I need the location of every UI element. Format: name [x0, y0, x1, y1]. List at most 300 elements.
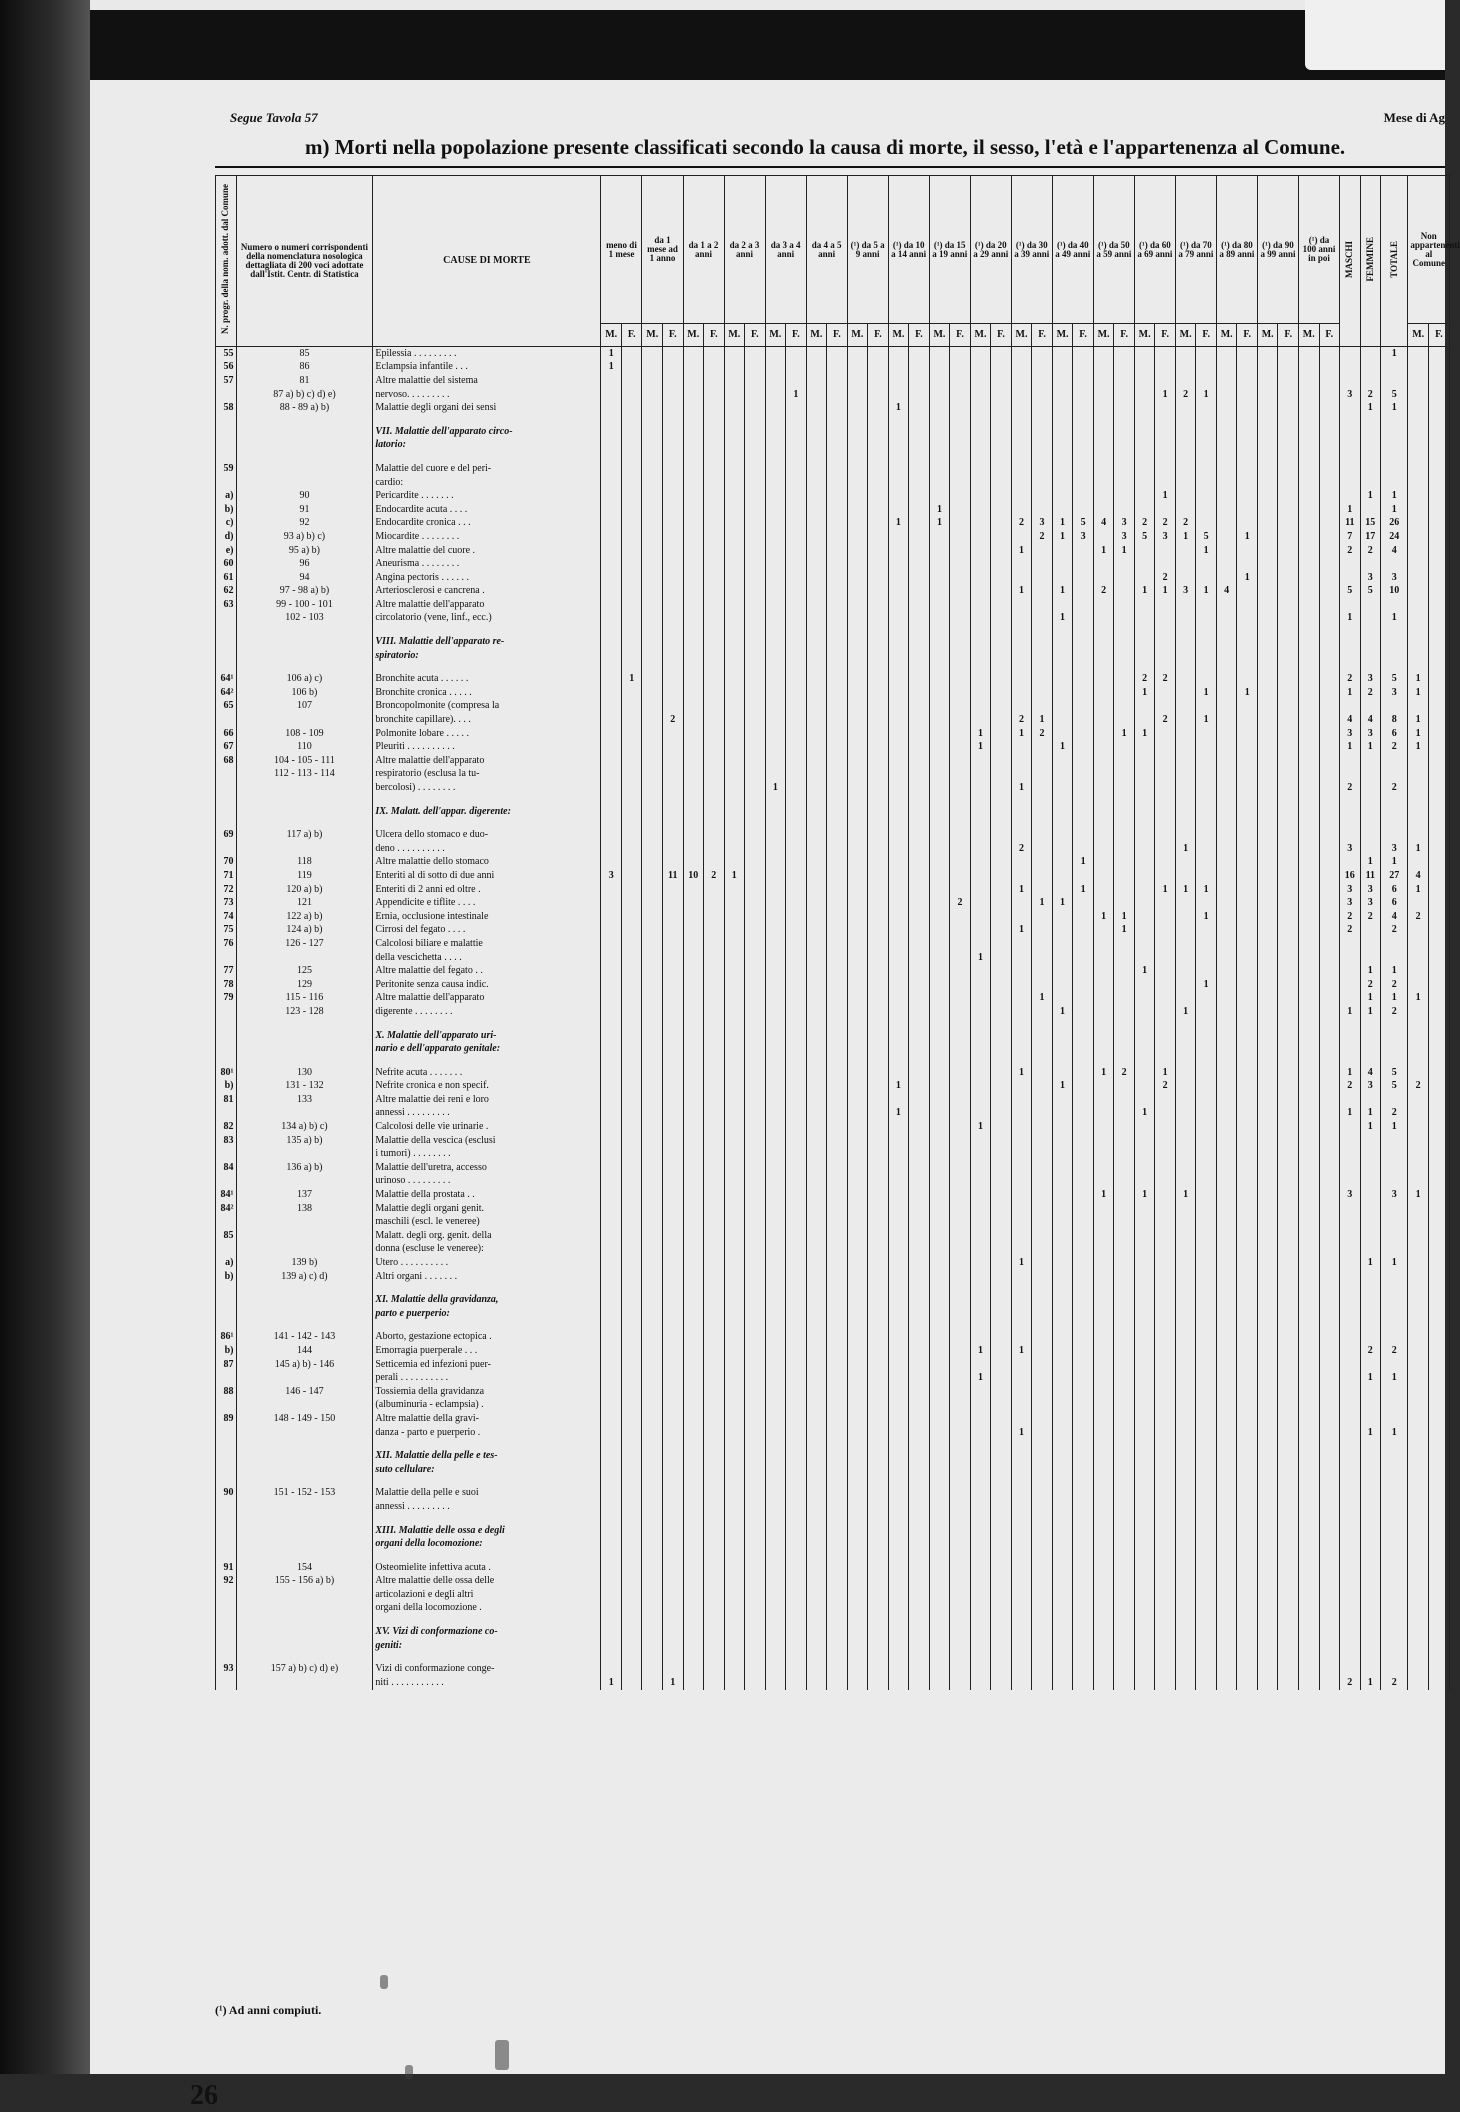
totale-cell: 1: [1381, 612, 1408, 626]
age-sex-cell: [909, 686, 930, 700]
age-sex-cell: [786, 1188, 807, 1202]
spacer-cell: [704, 1283, 725, 1293]
nomenclature-code: 138: [236, 1202, 373, 1216]
spacer-cell: [1052, 1056, 1073, 1066]
age-sex-cell: [1011, 347, 1032, 361]
age-sex-cell: [786, 1215, 807, 1229]
age-sex-cell: 5: [1196, 530, 1217, 544]
maschi-cell: [1340, 1215, 1361, 1229]
spacer-cell: [1175, 1551, 1196, 1561]
age-sex-cell: [745, 1120, 766, 1134]
age-sex-cell: [991, 571, 1012, 585]
age-sex-cell: [970, 388, 991, 402]
age-sex-cell: [909, 992, 930, 1006]
age-sex-cell: [1134, 910, 1155, 924]
age-sex-cell: [704, 544, 725, 558]
age-sex-cell: [1155, 1358, 1176, 1372]
age-sex-cell: [1237, 1639, 1258, 1653]
age-sex-cell: [1134, 1487, 1155, 1501]
age-sex-cell: [1216, 1256, 1237, 1270]
age-sex-cell: [786, 425, 807, 439]
totale-cell: 6: [1381, 727, 1408, 741]
age-sex-cell: [1052, 1561, 1073, 1575]
femmine-cell: [1360, 1147, 1381, 1161]
non-app-cell: [1428, 439, 1449, 453]
spacer-cell: [662, 1615, 683, 1625]
spacer-cell: [827, 1321, 848, 1331]
cause-of-death: Endocardite cronica . . .: [373, 517, 601, 531]
age-sex-cell: [1134, 388, 1155, 402]
age-sex-cell: [1114, 740, 1135, 754]
spacer-cell: [1052, 818, 1073, 828]
age-sex-cell: [1175, 1575, 1196, 1589]
non-app-cell: 1: [1408, 686, 1429, 700]
age-sex-cell: 1: [1073, 856, 1094, 870]
spacer-cell: [950, 1551, 971, 1561]
age-sex-cell: [1011, 1202, 1032, 1216]
age-sex-cell: [1257, 896, 1278, 910]
age-sex-cell: [621, 1202, 642, 1216]
age-sex-cell: 1: [1093, 910, 1114, 924]
section-heading-row: [216, 1625, 1450, 1639]
age-sex-cell: [1052, 910, 1073, 924]
age-sex-cell: [950, 992, 971, 1006]
age-sex-cell: [1319, 951, 1340, 965]
age-sex-cell: [765, 1500, 786, 1514]
femmine-cell: [1360, 1487, 1381, 1501]
age-sex-cell: [1011, 937, 1032, 951]
age-sex-cell: [991, 1229, 1012, 1243]
age-sex-cell: [1073, 924, 1094, 938]
age-sex-cell: [1093, 828, 1114, 842]
age-sex-cell: [1278, 1524, 1299, 1538]
age-sex-cell: [1257, 768, 1278, 782]
section-heading-row: [216, 805, 1450, 819]
totale-cell: 2: [1381, 1676, 1408, 1690]
totale-cell: 2: [1381, 1107, 1408, 1121]
age-sex-cell: [1155, 557, 1176, 571]
cause-of-death: respiratorio (esclusa la tu-: [373, 768, 601, 782]
age-sex-cell: [1155, 1676, 1176, 1690]
age-sex-cell: [1298, 1147, 1319, 1161]
age-sex-cell: [765, 1602, 786, 1616]
age-sex-cell: [909, 754, 930, 768]
age-sex-cell: [991, 635, 1012, 649]
age-sex-cell: [1011, 1080, 1032, 1094]
age-sex-cell: [662, 489, 683, 503]
nomenclature-code: 94: [236, 571, 373, 585]
age-sex-cell: [1196, 768, 1217, 782]
non-app-cell: 1: [1408, 672, 1429, 686]
spacer-cell: [642, 1514, 663, 1524]
age-sex-cell: [1073, 700, 1094, 714]
age-sex-cell: [970, 635, 991, 649]
age-sex-cell: [642, 347, 663, 361]
age-sex-cell: [724, 856, 745, 870]
age-sex-cell: [786, 672, 807, 686]
spacer-cell: [786, 452, 807, 462]
table-row: [216, 571, 1450, 585]
age-sex-cell: [1073, 842, 1094, 856]
sex-subheader-f: F.: [827, 324, 848, 347]
age-sex-cell: [1093, 1463, 1114, 1477]
spacer-cell: [847, 1019, 868, 1029]
age-sex-cell: [847, 1042, 868, 1056]
spacer-cell: [1360, 1321, 1381, 1331]
age-sex-cell: [991, 727, 1012, 741]
spacer-cell: [786, 1321, 807, 1331]
age-sex-cell: [909, 1229, 930, 1243]
age-sex-cell: [991, 951, 1012, 965]
age-sex-cell: [827, 754, 848, 768]
age-sex-cell: [642, 1256, 663, 1270]
spacer-cell: [601, 1056, 622, 1066]
age-sex-cell: [1114, 713, 1135, 727]
age-sex-cell: 1: [970, 1120, 991, 1134]
spacer-cell: [909, 795, 930, 805]
age-sex-cell: [1175, 649, 1196, 663]
spacer-cell: [1428, 1019, 1449, 1029]
age-sex-cell: [724, 1005, 745, 1019]
spacer-cell: [1381, 1615, 1408, 1625]
age-sex-cell: [621, 1120, 642, 1134]
age-sex-cell: [868, 1463, 889, 1477]
femmine-cell: 2: [1360, 388, 1381, 402]
age-sex-cell: [909, 842, 930, 856]
age-sex-cell: [1114, 1134, 1135, 1148]
age-sex-cell: [1196, 1256, 1217, 1270]
age-sex-cell: [683, 361, 704, 375]
age-sex-cell: [704, 1588, 725, 1602]
age-sex-cell: [1155, 1107, 1176, 1121]
spacer-cell: [1319, 1439, 1340, 1449]
age-sex-cell: [1257, 635, 1278, 649]
age-sex-cell: [1298, 686, 1319, 700]
spacer-cell: [1011, 795, 1032, 805]
age-sex-cell: [888, 503, 909, 517]
age-sex-cell: [827, 1147, 848, 1161]
age-sex-cell: [888, 924, 909, 938]
non-app-cell: [1408, 1625, 1429, 1639]
age-sex-cell: [1093, 964, 1114, 978]
spacer-cell: [765, 818, 786, 828]
spacer-cell: [1408, 662, 1429, 672]
age-sex-cell: [601, 1202, 622, 1216]
age-sex-cell: [1196, 924, 1217, 938]
age-sex-cell: [1237, 727, 1258, 741]
femmine-cell: [1360, 439, 1381, 453]
age-sex-cell: [1319, 1662, 1340, 1676]
age-sex-cell: [991, 1676, 1012, 1690]
age-sex-cell: [683, 1344, 704, 1358]
age-sex-cell: [1134, 1602, 1155, 1616]
non-app-cell: [1408, 1029, 1429, 1043]
spacer-cell: [1155, 1019, 1176, 1029]
age-sex-cell: [1216, 1066, 1237, 1080]
spacer-cell: [1408, 818, 1429, 828]
age-sex-cell: [601, 1500, 622, 1514]
spacer-cell: [745, 1321, 766, 1331]
age-sex-cell: [662, 649, 683, 663]
age-sex-cell: [888, 1588, 909, 1602]
age-sex-cell: [704, 1243, 725, 1257]
age-sex-cell: [1257, 1215, 1278, 1229]
age-sex-cell: [1175, 462, 1196, 476]
age-sex-cell: [827, 828, 848, 842]
age-sex-cell: [1196, 1042, 1217, 1056]
table-row: [216, 1134, 1450, 1148]
age-sex-cell: [827, 1005, 848, 1019]
age-sex-cell: 1: [1011, 781, 1032, 795]
age-sex-cell: [1155, 598, 1176, 612]
age-sex-cell: [1032, 883, 1053, 897]
age-sex-cell: [1052, 388, 1073, 402]
age-sex-cell: [991, 700, 1012, 714]
age-sex-cell: [1093, 1412, 1114, 1426]
table-row: [216, 401, 1450, 415]
age-sex-cell: [621, 1042, 642, 1056]
sex-subheader-f: F.: [786, 324, 807, 347]
non-app-cell: [1408, 1524, 1429, 1538]
age-sex-cell: [1032, 672, 1053, 686]
nomenclature-code: [236, 781, 373, 795]
age-sex-cell: [601, 1487, 622, 1501]
age-sex-cell: [1257, 1371, 1278, 1385]
age-sex-cell: [868, 1307, 889, 1321]
spacer-cell: [970, 415, 991, 425]
age-sex-cell: [1298, 635, 1319, 649]
age-sex-cell: [929, 1561, 950, 1575]
age-sex-cell: [704, 1358, 725, 1372]
spacer-cell: [621, 1551, 642, 1561]
spacer-cell: [1319, 1615, 1340, 1625]
age-sex-cell: [724, 1537, 745, 1551]
age-sex-cell: [1196, 1500, 1217, 1514]
age-sex-cell: 1: [1011, 585, 1032, 599]
age-sex-cell: [1134, 740, 1155, 754]
age-sex-cell: [1216, 489, 1237, 503]
age-sex-cell: [1319, 1161, 1340, 1175]
age-sex-cell: [683, 1256, 704, 1270]
age-sex-cell: [1052, 842, 1073, 856]
age-sex-cell: [1278, 828, 1299, 842]
age-sex-cell: [1216, 768, 1237, 782]
age-sex-cell: [1237, 1005, 1258, 1019]
age-sex-cell: [1298, 439, 1319, 453]
age-sex-cell: [724, 1449, 745, 1463]
age-sex-cell: [745, 1399, 766, 1413]
spacer-cell: [1196, 795, 1217, 805]
age-sex-cell: [909, 1385, 930, 1399]
age-sex-cell: [909, 1344, 930, 1358]
nomenclature-code: 135 a) b): [236, 1134, 373, 1148]
spacer-cell: [683, 818, 704, 828]
age-sex-cell: [704, 700, 725, 714]
non-app-cell: [1408, 585, 1429, 599]
spacer-cell: [1216, 1439, 1237, 1449]
spacer-cell: [806, 625, 827, 635]
age-sex-cell: [662, 992, 683, 1006]
age-sex-cell: [929, 1093, 950, 1107]
age-sex-cell: [765, 713, 786, 727]
totale-cell: [1381, 1662, 1408, 1676]
age-sex-cell: [1298, 598, 1319, 612]
nomenclature-code: 90: [236, 489, 373, 503]
age-sex-cell: [1175, 1243, 1196, 1257]
spacer-cell: [888, 1283, 909, 1293]
age-sex-cell: [1319, 476, 1340, 490]
spacer-cell: [909, 1019, 930, 1029]
age-sex-cell: [827, 635, 848, 649]
header-age: (¹) da 60 a 69 anni: [1134, 176, 1175, 324]
age-sex-cell: [1257, 571, 1278, 585]
age-sex-cell: [1032, 805, 1053, 819]
age-sex-cell: [991, 374, 1012, 388]
age-sex-cell: [662, 1662, 683, 1676]
age-sex-cell: [1032, 1331, 1053, 1345]
age-sex-cell: [745, 1134, 766, 1148]
cause-of-death: Altre malattie dello stomaco: [373, 856, 601, 870]
age-sex-cell: [950, 530, 971, 544]
spacer-cell: [1134, 1283, 1155, 1293]
age-sex-cell: [765, 1331, 786, 1345]
age-sex-cell: [1216, 883, 1237, 897]
age-sex-cell: [1216, 978, 1237, 992]
table-row: [216, 1188, 1450, 1202]
non-app-cell: [1428, 1331, 1449, 1345]
age-sex-cell: [909, 1134, 930, 1148]
sex-subheader-m: M.: [1216, 324, 1237, 347]
age-sex-cell: [868, 672, 889, 686]
age-sex-cell: 2: [1155, 672, 1176, 686]
totale-cell: [1381, 1602, 1408, 1616]
age-sex-cell: [745, 1524, 766, 1538]
spacer-cell: [1073, 1477, 1094, 1487]
spacer-cell: [621, 1321, 642, 1331]
spacer-cell: [950, 795, 971, 805]
spacer-cell: [373, 795, 601, 805]
age-sex-cell: [991, 1449, 1012, 1463]
totale-cell: 2: [1381, 924, 1408, 938]
age-sex-cell: [642, 361, 663, 375]
age-sex-cell: [1196, 1561, 1217, 1575]
age-sex-cell: [868, 1662, 889, 1676]
spacer-cell: [236, 1514, 373, 1524]
age-sex-cell: [621, 489, 642, 503]
age-sex-cell: [1237, 896, 1258, 910]
section-heading-row: [216, 649, 1450, 663]
age-sex-cell: [950, 489, 971, 503]
age-sex-cell: [765, 1426, 786, 1440]
age-sex-cell: [1257, 883, 1278, 897]
age-sex-cell: [847, 1487, 868, 1501]
age-sex-cell: [868, 635, 889, 649]
age-sex-cell: [1114, 1331, 1135, 1345]
table-row: [216, 842, 1450, 856]
totale-cell: 2: [1381, 1344, 1408, 1358]
age-sex-cell: [1278, 686, 1299, 700]
age-sex-cell: [1175, 1066, 1196, 1080]
row-number: 65: [216, 700, 237, 714]
age-sex-cell: [827, 1575, 848, 1589]
age-sex-cell: [868, 1385, 889, 1399]
totale-cell: 6: [1381, 883, 1408, 897]
section-heading-row: [216, 1042, 1450, 1056]
spacer-cell: [236, 1652, 373, 1662]
cause-of-death: Malattie degli organi genit.: [373, 1202, 601, 1216]
spacer-cell: [1032, 1283, 1053, 1293]
age-sex-cell: [662, 781, 683, 795]
age-sex-cell: [929, 937, 950, 951]
age-sex-cell: 1: [888, 1080, 909, 1094]
age-sex-cell: [827, 503, 848, 517]
femmine-cell: 5: [1360, 585, 1381, 599]
age-sex-cell: [621, 1487, 642, 1501]
age-sex-cell: [642, 1524, 663, 1538]
age-sex-cell: [683, 1371, 704, 1385]
age-sex-cell: [950, 1120, 971, 1134]
age-sex-cell: [1216, 1625, 1237, 1639]
age-sex-cell: [683, 462, 704, 476]
age-sex-cell: [888, 1537, 909, 1551]
age-sex-cell: [847, 856, 868, 870]
age-sex-cell: [1093, 1385, 1114, 1399]
spacer-cell: [765, 1056, 786, 1066]
spacer-cell: [642, 1283, 663, 1293]
spacer-cell: [1257, 1439, 1278, 1449]
spacer-cell: [786, 1283, 807, 1293]
age-sex-cell: [745, 530, 766, 544]
age-sex-cell: [642, 544, 663, 558]
age-sex-cell: [1032, 1412, 1053, 1426]
age-sex-cell: [888, 585, 909, 599]
age-sex-cell: [1114, 754, 1135, 768]
age-sex-cell: [909, 1293, 930, 1307]
maschi-cell: [1340, 374, 1361, 388]
spacer-cell: [1114, 1615, 1135, 1625]
age-sex-cell: [1155, 754, 1176, 768]
cause-of-death: donna (escluse le veneree):: [373, 1243, 601, 1257]
age-sex-cell: [970, 713, 991, 727]
age-sex-cell: [601, 1344, 622, 1358]
spacer-cell: [1428, 1321, 1449, 1331]
row-number: c): [216, 517, 237, 531]
age-sex-cell: [786, 649, 807, 663]
age-sex-cell: [1073, 1588, 1094, 1602]
age-sex-cell: [1093, 1120, 1114, 1134]
row-number: [216, 1243, 237, 1257]
age-sex-cell: [683, 401, 704, 415]
age-sex-cell: [745, 1639, 766, 1653]
spacer-cell: [1237, 415, 1258, 425]
age-sex-cell: [1093, 1676, 1114, 1690]
age-sex-cell: [970, 489, 991, 503]
age-sex-cell: [1216, 503, 1237, 517]
age-sex-cell: [704, 462, 725, 476]
age-sex-cell: [1114, 1293, 1135, 1307]
maschi-cell: [1340, 1537, 1361, 1551]
sex-subheader-m: M.: [642, 324, 663, 347]
totale-cell: 3: [1381, 571, 1408, 585]
age-sex-cell: [683, 1561, 704, 1575]
age-sex-cell: [991, 517, 1012, 531]
age-sex-cell: [765, 1449, 786, 1463]
age-sex-cell: [888, 462, 909, 476]
age-sex-cell: [1073, 425, 1094, 439]
age-sex-cell: [683, 1120, 704, 1134]
maschi-cell: [1340, 1500, 1361, 1514]
age-sex-cell: [950, 1161, 971, 1175]
